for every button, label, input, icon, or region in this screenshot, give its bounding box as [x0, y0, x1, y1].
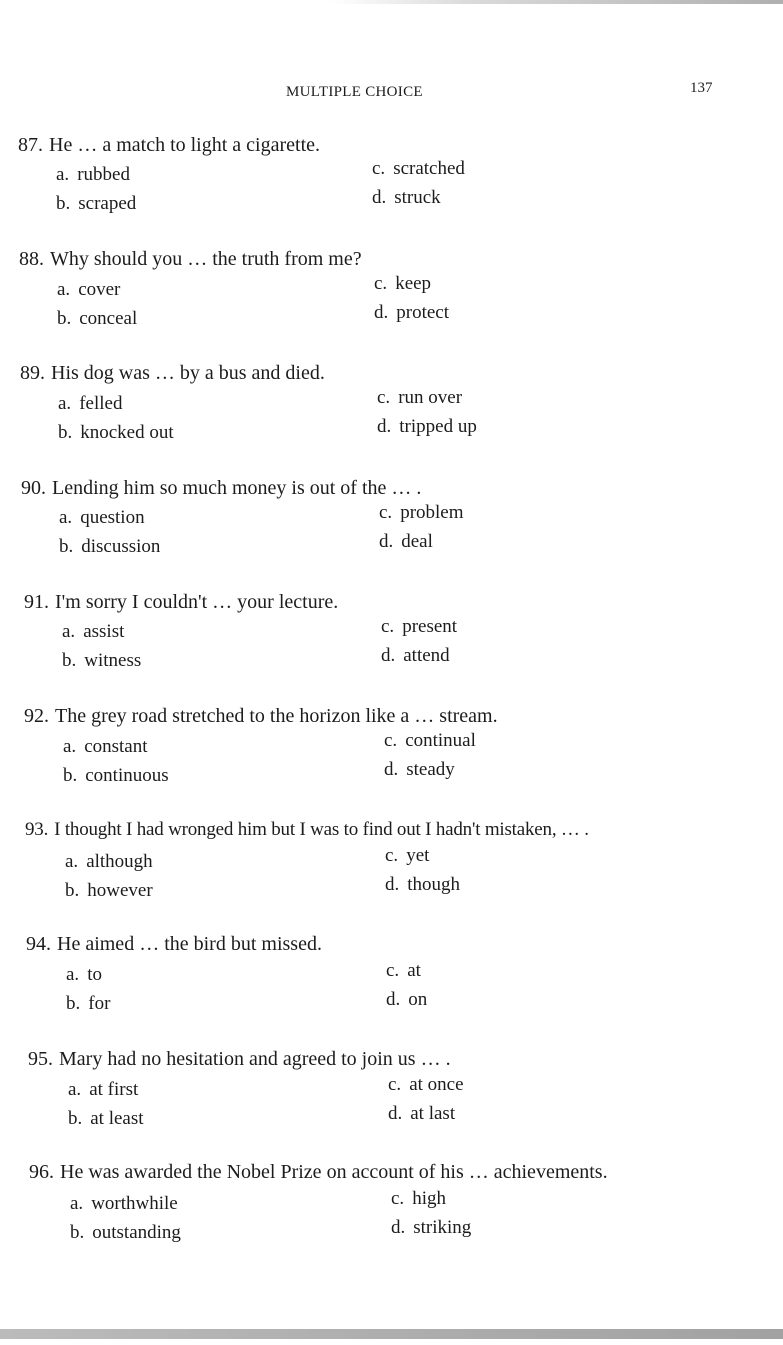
option-c-text: continual [405, 730, 476, 751]
option-c: c. run over [377, 387, 463, 408]
option-a-text: at first [89, 1079, 139, 1100]
option-b: b. for [66, 993, 111, 1014]
option-a: a. although [65, 851, 153, 872]
option-b-text: conceal [79, 308, 138, 329]
question-94 [26, 932, 746, 1016]
option-a-text: although [86, 851, 153, 872]
question-stem [29, 1160, 749, 1184]
question-text: He aimed … the bird but missed. [57, 933, 322, 955]
option-c: c. present [381, 616, 458, 637]
question-stem [20, 361, 740, 385]
question-text: Mary had no hesitation and agreed to join us … . [59, 1048, 451, 1070]
options [19, 275, 739, 331]
option-b-text: knocked out [80, 422, 174, 443]
option-d-text: at last [410, 1103, 456, 1124]
options [28, 1075, 748, 1131]
option-c: c. high [391, 1188, 446, 1209]
option-b-text: continuous [85, 765, 169, 786]
question-stem [19, 247, 739, 271]
option-b-text: scraped [78, 193, 137, 214]
option-c-text: yet [406, 845, 430, 866]
top-scan-edge [330, 0, 783, 4]
option-d: d. attend [381, 645, 450, 666]
question-stem [25, 818, 745, 842]
option-a: a. constant [63, 736, 148, 757]
option-d-text: attend [403, 645, 450, 666]
options [29, 1188, 749, 1244]
question-text: He … a match to light a cigarette. [49, 134, 321, 156]
option-a: a. rubbed [56, 164, 130, 185]
option-b-text: however [87, 880, 153, 901]
option-c-text: high [412, 1188, 446, 1209]
option-d-text: struck [394, 187, 441, 208]
question-number: 92. [24, 705, 49, 727]
option-d-text: striking [413, 1217, 472, 1238]
option-a-text: to [87, 964, 102, 985]
question-90 [21, 476, 741, 560]
option-b: b. scraped [56, 193, 137, 214]
option-a: a. at first [68, 1079, 139, 1100]
option-d: d. on [386, 989, 428, 1010]
options [24, 618, 744, 674]
question-text: His dog was … by a bus and died. [51, 362, 325, 384]
option-d-text: tripped up [399, 416, 477, 437]
option-d-text: steady [406, 759, 455, 780]
question-stem [26, 932, 746, 956]
question-stem [24, 590, 744, 614]
option-d-text: on [408, 989, 428, 1010]
option-c: c. at once [388, 1074, 464, 1095]
option-d-text: deal [401, 531, 433, 552]
running-head: MULTIPLE CHOICE [286, 84, 423, 100]
option-b: b. outstanding [70, 1222, 181, 1243]
option-b: b. continuous [63, 765, 169, 786]
page-number: 137 [690, 80, 713, 96]
option-a: a. to [66, 964, 102, 985]
option-d: d. striking [391, 1217, 472, 1238]
option-c-text: at [407, 960, 421, 981]
option-b-text: witness [84, 650, 142, 671]
question-number: 89. [20, 362, 45, 384]
option-d: d. protect [374, 302, 450, 323]
option-c: c. problem [379, 502, 464, 523]
options [26, 960, 746, 1016]
option-d: d. though [385, 874, 461, 895]
question-text: The grey road stretched to the horizon like a … stream. [55, 705, 498, 727]
option-c-text: keep [395, 273, 432, 294]
option-a-text: worthwhile [91, 1193, 178, 1214]
option-a-text: cover [78, 279, 121, 300]
options [25, 846, 745, 902]
question-number: 95. [28, 1048, 53, 1070]
option-d-text: protect [396, 302, 450, 323]
option-d: d. struck [372, 187, 441, 208]
option-b: b. conceal [57, 308, 138, 329]
question-text: Lending him so much money is out of the … . [52, 477, 422, 499]
option-d-text: though [407, 874, 461, 895]
question-number: 88. [19, 248, 44, 270]
question-number: 90. [21, 477, 46, 499]
option-b: b. witness [62, 650, 142, 671]
question-number: 96. [29, 1161, 54, 1183]
question-91 [24, 590, 744, 674]
question-87 [18, 133, 738, 217]
options [24, 732, 744, 788]
question-95 [28, 1047, 748, 1131]
option-b-text: outstanding [92, 1222, 181, 1243]
option-c-text: problem [400, 502, 464, 523]
option-a: a. question [59, 507, 145, 528]
option-a: a. felled [58, 393, 123, 414]
option-b-text: discussion [81, 536, 161, 557]
option-a-text: felled [79, 393, 123, 414]
question-stem [21, 476, 741, 500]
option-a-text: assist [83, 621, 125, 642]
question-89 [20, 361, 740, 445]
option-d: d. tripped up [377, 416, 477, 437]
option-c: c. keep [374, 273, 432, 294]
option-c-text: present [402, 616, 458, 637]
option-c-text: run over [398, 387, 463, 408]
bottom-scan-edge [0, 1329, 783, 1339]
option-d: d. at last [388, 1103, 456, 1124]
question-93 [25, 818, 745, 902]
question-stem [18, 133, 738, 157]
option-a-text: constant [84, 736, 148, 757]
question-88 [19, 247, 739, 331]
question-stem [28, 1047, 748, 1071]
options [21, 504, 741, 560]
question-stem [24, 704, 744, 728]
option-b-text: for [88, 993, 111, 1014]
option-a: a. worthwhile [70, 1193, 178, 1214]
question-text: I'm sorry I couldn't … your lecture. [55, 591, 339, 613]
question-96 [29, 1160, 749, 1244]
option-b: b. knocked out [58, 422, 174, 443]
option-d: d. deal [379, 531, 433, 552]
question-number: 87. [18, 134, 43, 156]
option-b: b. at least [68, 1108, 144, 1129]
question-text: I thought I had wronged him but I was to find out I hadn't mistaken, … . [54, 819, 589, 840]
option-a: a. assist [62, 621, 125, 642]
option-a-text: question [80, 507, 145, 528]
option-d: d. steady [384, 759, 455, 780]
option-c: c. yet [385, 845, 430, 866]
option-c: c. continual [384, 730, 476, 751]
question-number: 93. [25, 819, 49, 840]
options [20, 389, 740, 445]
question-text: Why should you … the truth from me? [50, 248, 362, 270]
option-b-text: at least [90, 1108, 144, 1129]
question-number: 94. [26, 933, 51, 955]
question-text: He was awarded the Nobel Prize on account of his … achievements. [60, 1161, 608, 1183]
option-b: b. discussion [59, 536, 161, 557]
option-c-text: scratched [393, 158, 465, 179]
option-c: c. at [386, 960, 421, 981]
option-c: c. scratched [372, 158, 465, 179]
options [18, 158, 738, 217]
question-92 [24, 704, 744, 788]
option-b: b. however [65, 880, 153, 901]
option-c-text: at once [409, 1074, 464, 1095]
option-a: a. cover [57, 279, 121, 300]
question-number: 91. [24, 591, 49, 613]
option-a-text: rubbed [77, 164, 130, 185]
